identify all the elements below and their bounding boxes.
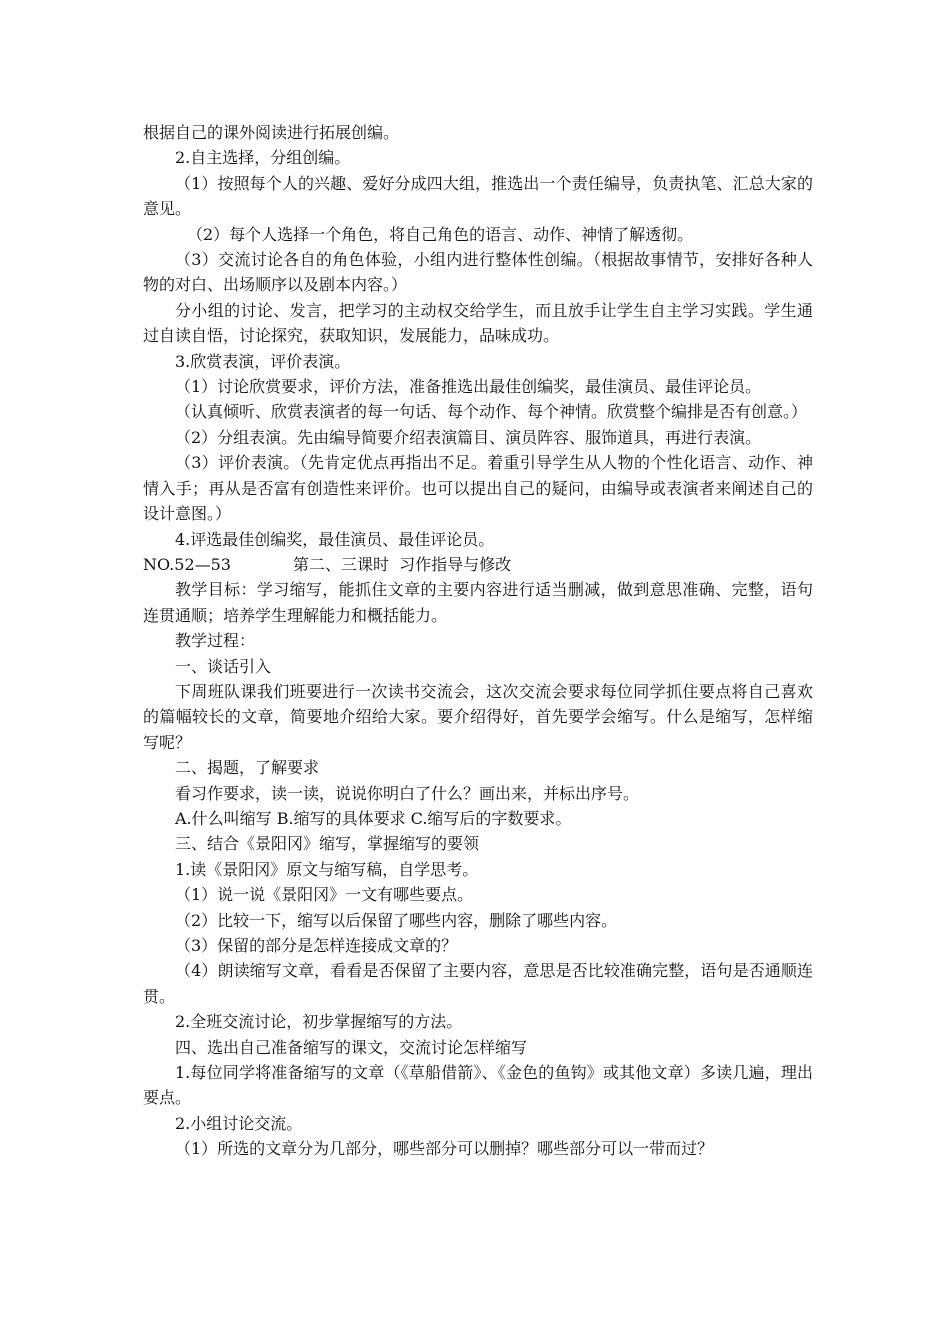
- paragraph: 2.全班交流讨论，初步掌握缩写的方法。: [175, 1012, 463, 1032]
- paragraph: 4.评选最佳创编奖，最佳演员、最佳评论员。: [175, 529, 495, 549]
- document-page: [143, 120, 813, 1162]
- paragraph: 1.每位同学将准备缩写的文章（《草船借箭》、《金色的鱼钩》或其他文章）多读几遍，理出要点。: [143, 1063, 813, 1108]
- paragraph: 3.欣赏表演，评价表演。: [175, 351, 351, 371]
- paragraph: A.什么叫缩写 B.缩写的具体要求 C.缩写后的字数要求。: [175, 808, 572, 828]
- paragraph: 二、揭题，了解要求: [175, 758, 320, 778]
- paragraph: （2）比较一下，缩写以后保留了哪些内容，删除了哪些内容。: [175, 910, 618, 930]
- paragraph: 1.读《景阳冈》原文与缩写稿，自学思考。: [175, 859, 479, 879]
- paragraph: 教学过程：: [175, 631, 256, 651]
- paragraph: 看习作要求，读一读，说说你明白了什么？画出来，并标出序号。: [175, 783, 640, 803]
- paragraph: （4）朗读缩写文章，看看是否保留了主要内容，意思是否比较准确完整，语句是否通顺连贯。: [143, 961, 813, 1006]
- paragraph: 一、谈话引入: [175, 656, 272, 676]
- paragraph: 分小组的讨论、发言，把学习的主动权交给学生，而且放手让学生自主学习实践。学生通过自读自悟，讨论探究，获取知识，发展能力，品味成功。: [143, 300, 813, 346]
- paragraph: 根据自己的课外阅读进行拓展创编。: [143, 123, 400, 142]
- paragraph: （2）分组表演。先由编导简要介绍表演篇目、演员阵容、服饰道具，再进行表演。: [175, 427, 762, 447]
- paragraph: （1）所选的文章分为几部分，哪些部分可以删掉？哪些部分可以一带而过？: [175, 1139, 714, 1159]
- lesson-heading: [143, 552, 813, 577]
- paragraph: 教学目标：学习缩写，能抓住文章的主要内容进行适当删减，做到意思准确、完整，语句连贯通顺；培养学生理解能力和概括能力。: [143, 580, 813, 625]
- paragraph: （3）保留的部分是怎样连接成文章的？: [175, 936, 458, 955]
- paragraph: （认真倾听、欣赏表演者的每一句话、每个动作、每个神情。欣赏整个编排是否有创意。）: [175, 402, 808, 422]
- paragraph: （1）按照每个人的兴趣、爱好分成四大组，推选出一个责任编导，负责执笔、汇总大家的意见。: [143, 173, 813, 219]
- paragraph: 2.小组讨论交流。: [175, 1113, 303, 1133]
- lesson-number: NO.52—53: [143, 554, 231, 574]
- paragraph: （3）交流讨论各自的角色体验，小组内进行整体性创编。（根据故事情节，安排好各种人物的对白、出场顺序以及剧本内容。）: [143, 250, 813, 295]
- paragraph: （2）每个人选择一个角色，将自己角色的语言、动作、神情了解透彻。: [187, 224, 694, 244]
- paragraph: （3）评价表演。（先肯定优点再指出不足。着重引导学生从人物的个性化语言、动作、神情入手；再从是否富有创造性来评价。也可以提出自己的疑问，由编导或表演者来阐述自己的设计意图。）: [143, 453, 813, 524]
- paragraph: 四、选出自己准备缩写的课文，交流讨论怎样缩写: [175, 1037, 528, 1057]
- paragraph: 2.自主选择，分组创编。: [175, 148, 351, 168]
- paragraph: 三、结合《景阳冈》缩写，掌握缩写的要领: [175, 834, 480, 854]
- lesson-title: 第二、三课时 习作指导与修改: [292, 554, 512, 574]
- paragraph: 下周班队课我们班要进行一次读书交流会，这次交流会要求每位同学抓住要点将自己喜欢的篇幅较长的文章，简要地介绍给大家。要介绍得好，首先要学会缩写。什么是缩写，怎样缩写呢？: [143, 681, 813, 752]
- paragraph: （1）讨论欣赏要求，评价方法，准备推选出最佳创编奖，最佳演员、最佳评论员。: [175, 377, 762, 397]
- paragraph: （1）说一说《景阳冈》一文有哪些要点。: [175, 885, 474, 905]
